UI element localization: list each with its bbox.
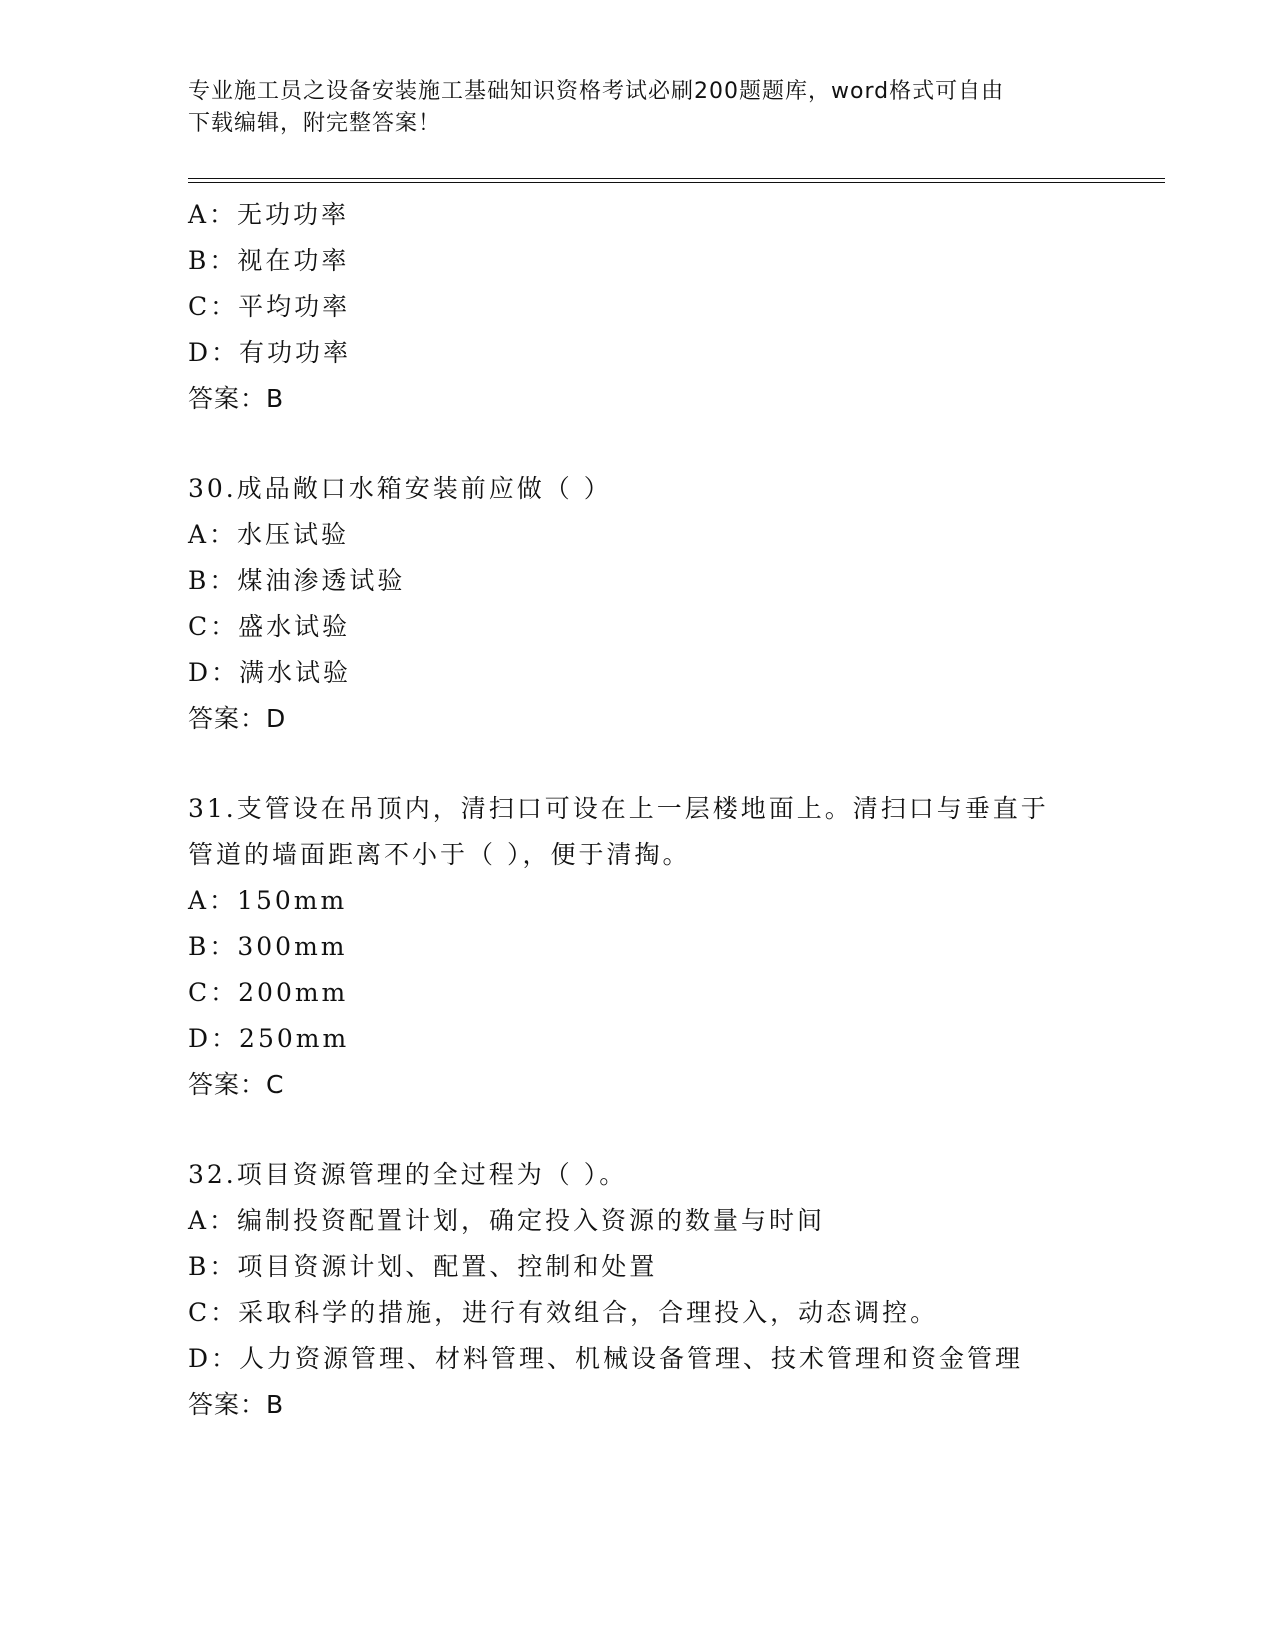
answer: 答案：B [188,384,285,413]
option-d: D：人力资源管理、材料管理、机械设备管理、技术管理和资金管理 [188,1344,1024,1373]
answer: 答案：D [188,704,287,733]
document-header [188,76,1088,140]
header-line-1: 专业施工员之设备安装施工基础知识资格考试必刷200题题库，word格式可自由 [188,79,1005,104]
question-list [188,192,1148,1428]
option-b: B：视在功率 [188,246,350,275]
option-a: A：无功功率 [188,200,350,229]
question-30 [188,466,1148,742]
question-text-line-1: 31.支管设在吊顶内，清扫口可设在上一层楼地面上。清扫口与垂直于 [188,794,1049,823]
option-b: B：煤油渗透试验 [188,566,406,595]
option-d: D：有功功率 [188,338,352,367]
header-divider [188,178,1165,183]
option-a: A：水压试验 [188,520,350,549]
option-c: C：盛水试验 [188,612,351,641]
header-line-2: 下载编辑，附完整答案！ [188,111,442,136]
question-text [188,786,1148,878]
option-a: A：编制投资配置计划，确定投入资源的数量与时间 [188,1206,826,1235]
question-text-line-2: 管道的墙面距离不小于（ ），便于清掏。 [188,840,691,869]
question-31 [188,786,1148,1108]
question-32 [188,1152,1148,1428]
question-text: 32.项目资源管理的全过程为（ ）。 [188,1160,628,1189]
option-d: D：250mm [188,1024,350,1053]
option-c: C：平均功率 [188,292,351,321]
option-b: B：项目资源计划、配置、控制和处置 [188,1252,658,1281]
answer: 答案：C [188,1070,285,1099]
question-text: 30.成品敞口水箱安装前应做（ ） [188,474,612,503]
option-c: C：采取科学的措施，进行有效组合，合理投入，动态调控。 [188,1298,939,1327]
option-d: D：满水试验 [188,658,352,687]
option-c: C：200mm [188,978,349,1007]
option-b: B：300mm [188,932,348,961]
answer: 答案：B [188,1390,285,1419]
option-a: A：150mm [188,886,348,915]
question-29 [188,192,1148,422]
